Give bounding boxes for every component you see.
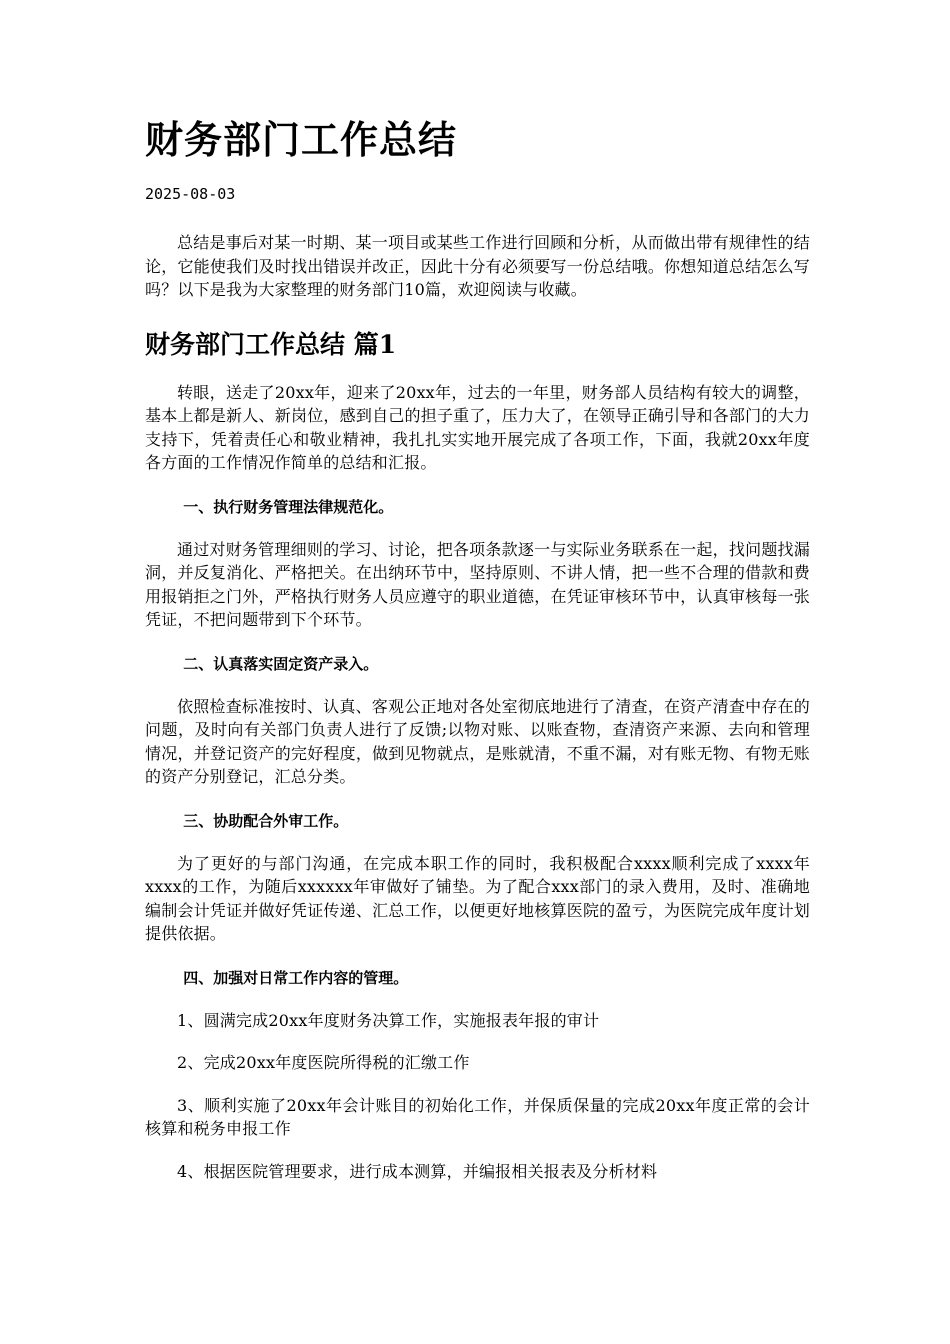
intro-paragraph: 总结是事后对某一时期、某一项目或某些工作进行回顾和分析，从而做出带有规律性的结论，它能使我们及时找出错误并改正，因此十分有必须要写一份总结哦。你想知道总结怎么写吗？以下是我为大家整理的财务部门10篇，欢迎阅读与收藏。 <box>145 233 810 299</box>
list-item: 1、圆满完成20xx年度财务决算工作，实施报表年报的审计 <box>177 1010 600 1030</box>
document-date: 2025-08-03 <box>145 185 236 203</box>
paragraph-external-audit: 为了更好的与部门沟通，在完成本职工作的同时，我积极配合xxxx顺利完成了xxxx年xxxx的工作，为随后xxxxxx年审做好了铺垫。为了配合xxx部门的录入费用，及时、准确地编制会计凭证并做好凭证传递、汇总工作，以便更好地核算医院的盈亏，为医院完成年度计划提供依据。 <box>145 853 810 943</box>
subheading-legal-compliance: 一、执行财务管理法律规范化。 <box>183 497 394 516</box>
paragraph-fixed-assets: 依照检查标准按时、认真、客观公正地对各处室彻底地进行了清查，在资产清查中存在的问题，及时向有关部门负责人进行了反馈;以物对账、以账查物，查清资产来源、去向和管理情况，并登记资产的完好程度，做到见物就点，是账就清，不重不漏，对有账无物、有物无账的资产分别登记，汇总分类。 <box>145 696 810 786</box>
list-item: 2、完成20xx年度医院所得税的汇缴工作 <box>177 1053 470 1072</box>
paragraph-legal-compliance: 通过对财务管理细则的学习、讨论，把各项条款逐一与实际业务联系在一起，找问题找漏洞，并反复消化、严格把关。在出纳环节中，坚持原则、不讲人情，把一些不合理的借款和费用报销拒之门外，严格执行财务人员应遵守的职业道德，在凭证审核环节中，认真审核每一张凭证，不把问题带到下个环节。 <box>145 539 810 629</box>
subheading-fixed-assets: 二、认真落实固定资产录入。 <box>183 654 379 673</box>
list-item: 4、根据医院管理要求，进行成本测算，并编报相关报表及分析材料 <box>177 1161 658 1181</box>
subheading-daily-management: 四、加强对日常工作内容的管理。 <box>183 968 409 987</box>
subheading-external-audit: 三、协助配合外审工作。 <box>183 811 349 830</box>
section-heading: 财务部门工作总结 篇1 <box>145 329 397 359</box>
list-item: 3、顺利实施了20xx年会计账目的初始化工作，并保质保量的完成20xx年度正常的会计核算和税务申报工作 <box>145 1095 810 1138</box>
document-body <box>145 112 810 1202</box>
document-title: 财务部门工作总结 <box>145 117 458 162</box>
opening-paragraph: 转眼，送走了20xx年，迎来了20xx年，过去的一年里，财务部人员结构有较大的调整，基本上都是新人、新岗位，感到自己的担子重了，压力大了，在领导正确引导和各部门的大力支持下，凭着责任心和敬业精神，我扎扎实实地开展完成了各项工作，下面，我就20xx年度各方面的工作情况作简单的总结和汇报。 <box>145 382 810 472</box>
